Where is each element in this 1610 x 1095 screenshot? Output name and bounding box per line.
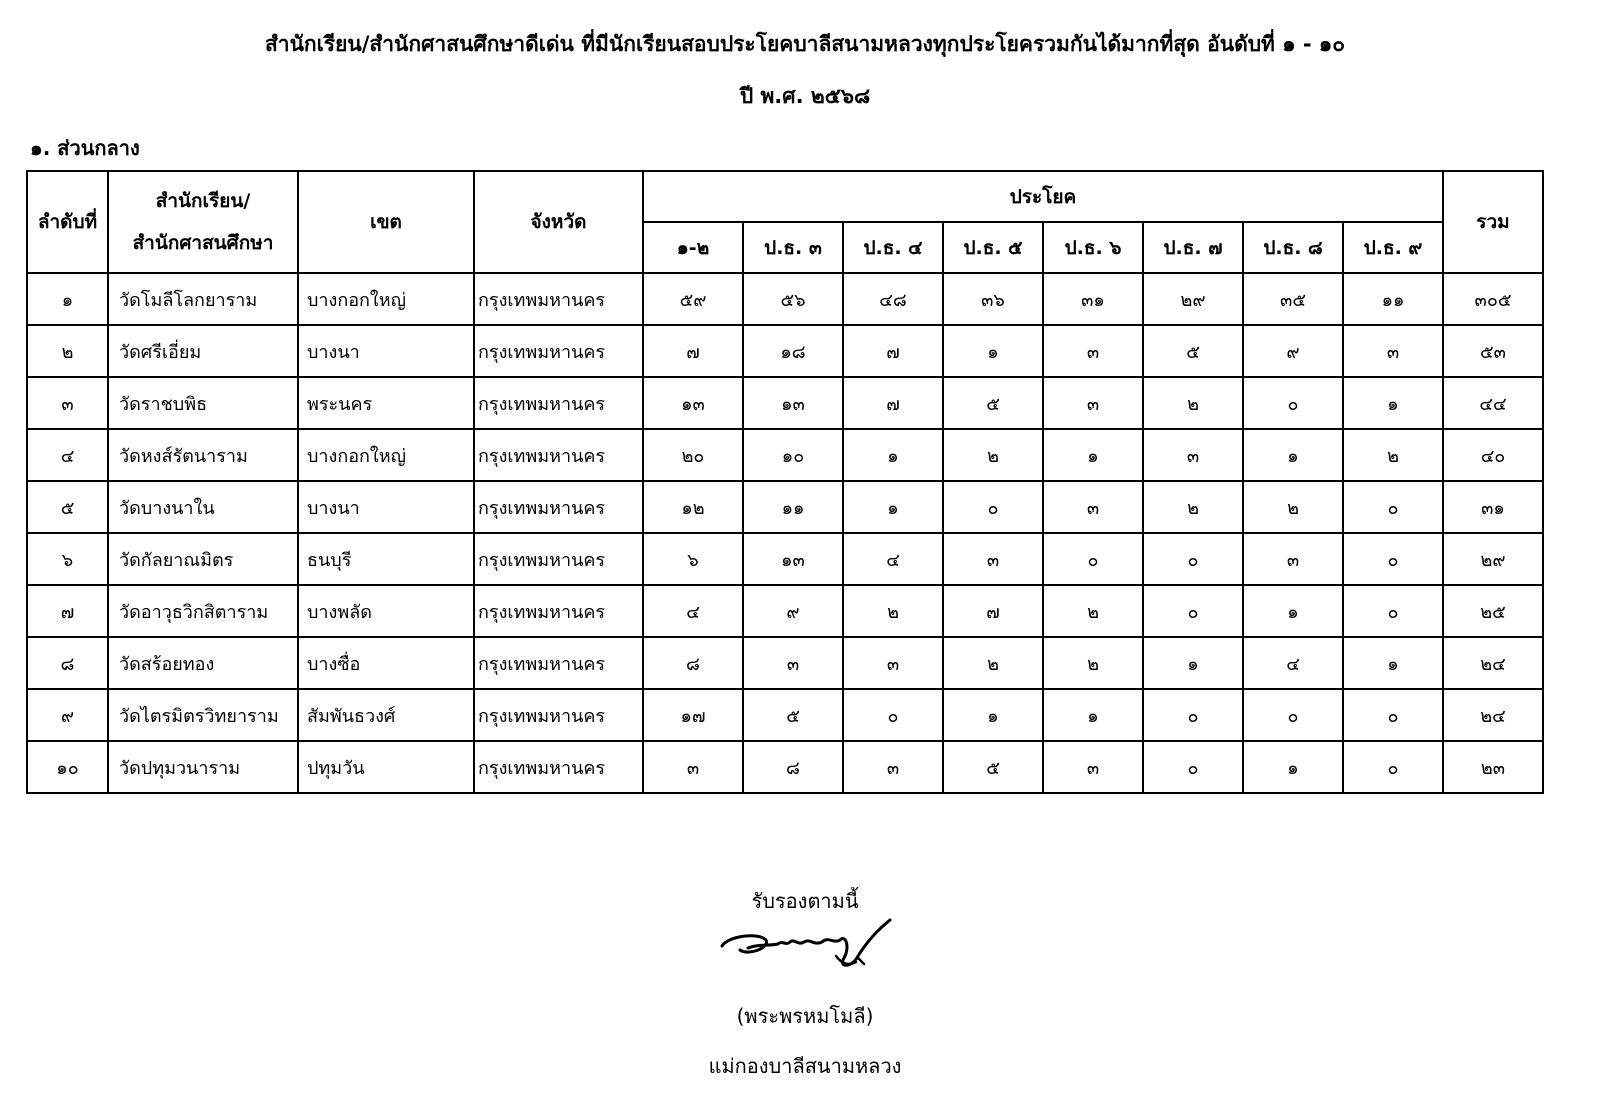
header-school-line2: สำนักศาสนศึกษา — [132, 232, 274, 254]
cell-count: ๗ — [843, 325, 943, 377]
cell-district: บางซื่อ — [298, 637, 474, 689]
ranking-table — [26, 170, 1544, 794]
cell-count: ๓ — [943, 533, 1043, 585]
cell-count: ๐ — [843, 689, 943, 741]
cell-count: ๓ — [1043, 325, 1143, 377]
cell-count: ๒ — [943, 429, 1043, 481]
cell-count: ๐ — [1343, 533, 1443, 585]
cell-province: กรุงเทพมหานคร — [474, 689, 643, 741]
table-row — [27, 533, 1543, 585]
table-row — [27, 481, 1543, 533]
cell-district: บางนา — [298, 325, 474, 377]
signature-image — [718, 918, 898, 983]
cell-total: ๔๔ — [1443, 377, 1543, 429]
cell-school: วัดศรีเอี่ยม — [108, 325, 298, 377]
cell-count: ๑ — [1243, 585, 1343, 637]
cell-district: บางนา — [298, 481, 474, 533]
cell-count: ๔ — [643, 585, 743, 637]
table-row — [27, 273, 1543, 325]
cell-count: ๒ — [1043, 637, 1143, 689]
cell-count: ๗ — [943, 585, 1043, 637]
cell-count: ๓ — [843, 741, 943, 793]
header-total: รวม — [1443, 171, 1543, 273]
cell-count: ๕ — [943, 741, 1043, 793]
cell-count: ๐ — [1343, 741, 1443, 793]
cell-school: วัดหงส์รัตนาราม — [108, 429, 298, 481]
table-body — [27, 273, 1543, 793]
cell-count: ๑ — [1043, 689, 1143, 741]
cell-count: ๔๘ — [843, 273, 943, 325]
cell-count: ๑ — [1243, 429, 1343, 481]
cell-province: กรุงเทพมหานคร — [474, 741, 643, 793]
cell-district: ธนบุรี — [298, 533, 474, 585]
cell-school: วัดกัลยาณมิตร — [108, 533, 298, 585]
cell-district: บางกอกใหญ่ — [298, 429, 474, 481]
section-heading: ๑. ส่วนกลาง — [30, 136, 140, 160]
cell-count: ๓๖ — [943, 273, 1043, 325]
cell-count: ๑ — [1343, 377, 1443, 429]
cell-count: ๕ — [1143, 325, 1243, 377]
header-level: ป.ธ. ๕ — [943, 222, 1043, 273]
cell-school: วัดสร้อยทอง — [108, 637, 298, 689]
cell-district: บางพลัด — [298, 585, 474, 637]
cell-count: ๐ — [1043, 533, 1143, 585]
cell-rank: ๑๐ — [27, 741, 108, 793]
cell-rank: ๙ — [27, 689, 108, 741]
header-level: ป.ธ. ๙ — [1343, 222, 1443, 273]
cell-total: ๒๔ — [1443, 637, 1543, 689]
cell-count: ๓ — [1043, 481, 1143, 533]
cell-count: ๕๙ — [643, 273, 743, 325]
header-level: ป.ธ. ๖ — [1043, 222, 1143, 273]
cell-total: ๔๐ — [1443, 429, 1543, 481]
cell-count: ๗ — [643, 325, 743, 377]
cell-count: ๐ — [1143, 689, 1243, 741]
cell-total: ๒๕ — [1443, 585, 1543, 637]
cell-district: พระนคร — [298, 377, 474, 429]
cell-province: กรุงเทพมหานคร — [474, 481, 643, 533]
certify-text: รับรองตามนี้ — [751, 889, 859, 913]
cell-province: กรุงเทพมหานคร — [474, 637, 643, 689]
cell-count: ๑๗ — [643, 689, 743, 741]
cell-count: ๑ — [943, 689, 1043, 741]
cell-rank: ๘ — [27, 637, 108, 689]
cell-count: ๒ — [1043, 585, 1143, 637]
cell-rank: ๔ — [27, 429, 108, 481]
cell-count: ๑ — [843, 429, 943, 481]
cell-count: ๐ — [943, 481, 1043, 533]
cell-count: ๑ — [1243, 741, 1343, 793]
cell-count: ๓ — [1043, 377, 1143, 429]
cell-count: ๓ — [1343, 325, 1443, 377]
cell-school: วัดอาวุธวิกสิตาราม — [108, 585, 298, 637]
cell-count: ๔ — [843, 533, 943, 585]
header-district: เขต — [298, 171, 474, 273]
cell-rank: ๑ — [27, 273, 108, 325]
cell-count: ๒๙ — [1143, 273, 1243, 325]
cell-count: ๑๑ — [1343, 273, 1443, 325]
header-level: ป.ธ. ๓ — [743, 222, 843, 273]
cell-school: วัดบางนาใน — [108, 481, 298, 533]
table-row — [27, 377, 1543, 429]
cell-district: ปทุมวัน — [298, 741, 474, 793]
cell-count: ๓ — [1243, 533, 1343, 585]
cell-count: ๙ — [1243, 325, 1343, 377]
cell-count: ๘ — [643, 637, 743, 689]
cell-rank: ๓ — [27, 377, 108, 429]
cell-count: ๒๐ — [643, 429, 743, 481]
cell-count: ๐ — [1343, 689, 1443, 741]
cell-count: ๑๐ — [743, 429, 843, 481]
cell-count: ๑๘ — [743, 325, 843, 377]
cell-total: ๓๑ — [1443, 481, 1543, 533]
cell-count: ๖ — [643, 533, 743, 585]
cell-province: กรุงเทพมหานคร — [474, 377, 643, 429]
header-rank: ลำดับที่ — [27, 171, 108, 273]
cell-count: ๓ — [843, 637, 943, 689]
cell-count: ๓ — [643, 741, 743, 793]
cell-count: ๑ — [843, 481, 943, 533]
cell-total: ๒๔ — [1443, 689, 1543, 741]
cell-province: กรุงเทพมหานคร — [474, 533, 643, 585]
table-row — [27, 585, 1543, 637]
cell-total: ๒๓ — [1443, 741, 1543, 793]
cell-count: ๑๓ — [643, 377, 743, 429]
cell-count: ๒ — [1343, 429, 1443, 481]
cell-count: ๑ — [1343, 637, 1443, 689]
cell-count: ๒ — [1243, 481, 1343, 533]
cell-school: วัดไตรมิตรวิทยาราม — [108, 689, 298, 741]
cell-count: ๔ — [1243, 637, 1343, 689]
cell-count: ๕๖ — [743, 273, 843, 325]
cell-count: ๙ — [743, 585, 843, 637]
cell-district: สัมพันธวงศ์ — [298, 689, 474, 741]
signer-name: (พระพรหมโมลี) — [736, 1004, 874, 1028]
cell-count: ๕ — [743, 689, 843, 741]
signer-position: แม่กองบาลีสนามหลวง — [708, 1054, 902, 1078]
table-row — [27, 689, 1543, 741]
header-level: ป.ธ. ๗ — [1143, 222, 1243, 273]
cell-rank: ๗ — [27, 585, 108, 637]
cell-rank: ๕ — [27, 481, 108, 533]
document-year: ปี พ.ศ. ๒๕๖๘ — [739, 84, 871, 108]
table-row — [27, 429, 1543, 481]
cell-count: ๒ — [1143, 481, 1243, 533]
cell-province: กรุงเทพมหานคร — [474, 585, 643, 637]
cell-count: ๐ — [1143, 585, 1243, 637]
cell-total: ๓๐๕ — [1443, 273, 1543, 325]
cell-count: ๑๓ — [743, 377, 843, 429]
cell-school: วัดปทุมวนาราม — [108, 741, 298, 793]
cell-count: ๕ — [943, 377, 1043, 429]
header-school — [108, 171, 298, 273]
cell-count: ๑ — [1143, 637, 1243, 689]
cell-count: ๓ — [743, 637, 843, 689]
header-school-line1: สำนักเรียน/ — [155, 190, 251, 212]
cell-count: ๑ — [943, 325, 1043, 377]
cell-count: ๒ — [843, 585, 943, 637]
cell-count: ๑ — [1043, 429, 1143, 481]
cell-count: ๓๕ — [1243, 273, 1343, 325]
cell-district: บางกอกใหญ่ — [298, 273, 474, 325]
header-level: ป.ธ. ๔ — [843, 222, 943, 273]
cell-count: ๓ — [1143, 429, 1243, 481]
cell-total: ๕๓ — [1443, 325, 1543, 377]
cell-province: กรุงเทพมหานคร — [474, 325, 643, 377]
cell-count: ๒ — [1143, 377, 1243, 429]
cell-count: ๐ — [1243, 689, 1343, 741]
cell-rank: ๖ — [27, 533, 108, 585]
cell-count: ๑๓ — [743, 533, 843, 585]
cell-count: ๑๒ — [643, 481, 743, 533]
header-level: ป.ธ. ๘ — [1243, 222, 1343, 273]
cell-province: กรุงเทพมหานคร — [474, 429, 643, 481]
cell-rank: ๒ — [27, 325, 108, 377]
table-row — [27, 637, 1543, 689]
header-province: จังหวัด — [474, 171, 643, 273]
cell-count: ๐ — [1143, 533, 1243, 585]
cell-province: กรุงเทพมหานคร — [474, 273, 643, 325]
table-row — [27, 741, 1543, 793]
cell-school: วัดโมลีโลกยาราม — [108, 273, 298, 325]
document-title: สำนักเรียน/สำนักศาสนศึกษาดีเด่น ที่มีนักเรียนสอบประโยคบาลีสนามหลวงทุกประโยครวมกันได้มากที่สุด อันดับที่ ๑ - ๑๐ — [264, 32, 1346, 56]
cell-total: ๒๙ — [1443, 533, 1543, 585]
cell-count: ๑๑ — [743, 481, 843, 533]
cell-count: ๓ — [1043, 741, 1143, 793]
header-level: ๑-๒ — [643, 222, 743, 273]
cell-count: ๒ — [943, 637, 1043, 689]
cell-count: ๐ — [1143, 741, 1243, 793]
cell-count: ๘ — [743, 741, 843, 793]
cell-count: ๐ — [1343, 585, 1443, 637]
cell-school: วัดราชบพิธ — [108, 377, 298, 429]
table-row — [27, 325, 1543, 377]
cell-count: ๗ — [843, 377, 943, 429]
cell-count: ๐ — [1243, 377, 1343, 429]
cell-count: ๓๑ — [1043, 273, 1143, 325]
cell-count: ๐ — [1343, 481, 1443, 533]
header-prayok: ประโยค — [643, 171, 1443, 222]
